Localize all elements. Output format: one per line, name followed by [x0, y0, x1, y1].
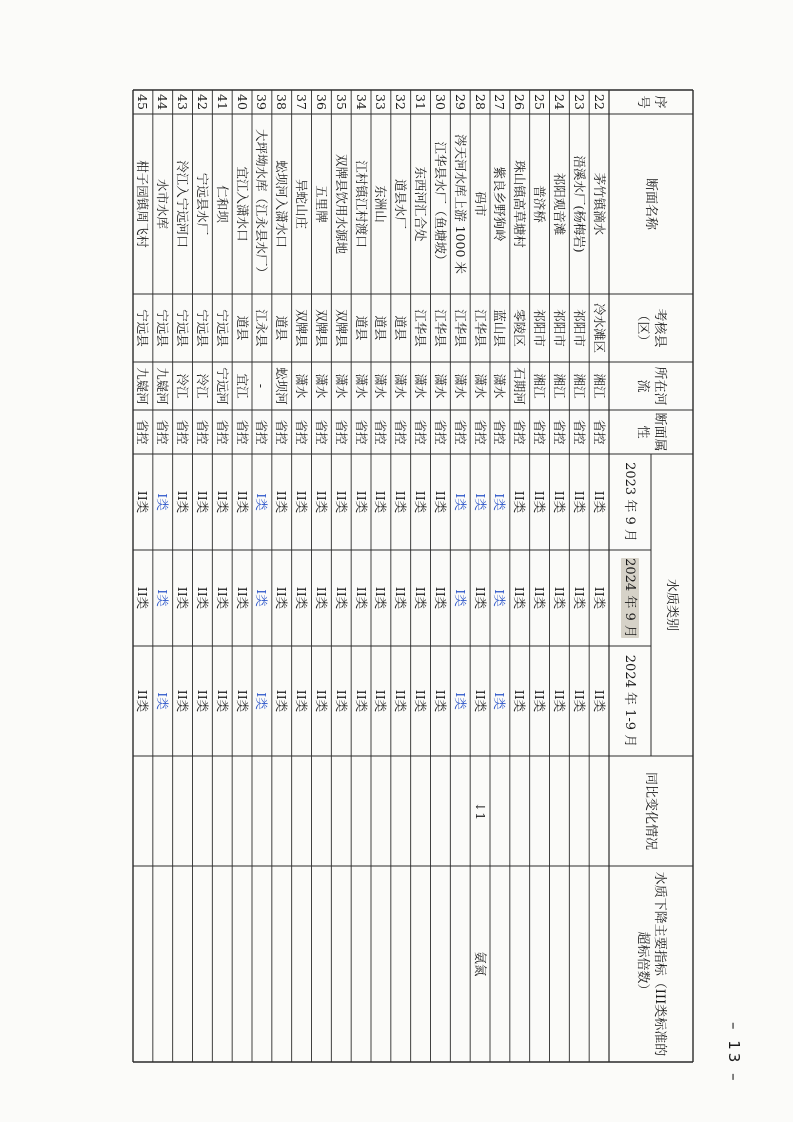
quality-2024-09: II类	[353, 586, 369, 610]
trend-cell	[331, 756, 351, 866]
header-2023-09: 2023 年 9 月	[622, 462, 638, 542]
trend-cell	[510, 756, 530, 866]
row-seq: 22	[591, 94, 607, 110]
indicator-cell	[569, 866, 589, 1062]
station-name: 祁阳观音滩	[551, 172, 567, 236]
station-name: 道县水厂	[393, 178, 409, 229]
quality-2024-1-9: II类	[353, 689, 369, 713]
row-seq: 44	[155, 94, 171, 110]
quality-2024-1-9: II类	[472, 689, 488, 713]
quality-2023-09: I类	[155, 493, 171, 511]
quality-2023-09: II类	[135, 490, 151, 514]
indicator-cell	[193, 866, 213, 1062]
quality-2024-1-9: II类	[393, 689, 409, 713]
row-seq: 45	[135, 94, 151, 110]
trend-cell	[530, 756, 550, 866]
row-seq: 28	[472, 94, 488, 110]
river-cell: 石期河	[512, 367, 528, 405]
trend-cell	[411, 756, 431, 866]
indicator-cell	[450, 866, 470, 1062]
trend-cell	[371, 756, 391, 866]
header-2024-1-9: 2024 年 1-9 月	[622, 654, 638, 748]
county-cell: 道县	[234, 315, 250, 341]
header-river: 所在河流	[635, 366, 667, 406]
trend-cell	[312, 756, 332, 866]
county-cell: 道县	[274, 315, 290, 341]
attr-cell: 省控	[234, 419, 250, 445]
attr-cell: 省控	[214, 419, 230, 445]
quality-2024-09: II类	[512, 586, 528, 610]
quality-2024-09: II类	[432, 586, 448, 610]
quality-2023-09: II类	[333, 490, 349, 514]
station-name: 仁和坝	[214, 185, 230, 223]
quality-2023-09: II类	[373, 490, 389, 514]
row-seq: 29	[452, 94, 468, 110]
river-cell: 湘江	[571, 373, 587, 399]
quality-2024-1-9: II类	[432, 689, 448, 713]
quality-2024-09: II类	[175, 586, 191, 610]
quality-2024-1-9: II类	[194, 689, 210, 713]
quality-2024-1-9: II类	[234, 689, 250, 713]
row-seq: 36	[313, 94, 329, 110]
county-cell: 宁远县	[155, 309, 171, 347]
quality-2023-09: II类	[214, 490, 230, 514]
quality-2024-1-9: II类	[551, 689, 567, 713]
quality-2024-09: II类	[393, 586, 409, 610]
quality-2023-09: II类	[234, 490, 250, 514]
quality-2024-1-9: II类	[294, 689, 310, 713]
indicator-cell	[173, 866, 193, 1062]
quality-2023-09: I类	[472, 493, 488, 511]
station-name: 东洲山	[373, 185, 389, 223]
row-seq: 33	[373, 94, 389, 110]
quality-2024-1-9: II类	[532, 689, 548, 713]
trend-cell	[153, 756, 173, 866]
quality-2023-09: II类	[175, 490, 191, 514]
county-cell: 双牌县	[313, 309, 329, 347]
quality-2024-09: II类	[294, 586, 310, 610]
header-indicators: 水质下降主要指标（III类标准的超标倍数）	[635, 871, 667, 1057]
quality-2024-1-9: I类	[155, 692, 171, 710]
indicator-cell	[133, 866, 153, 1062]
indicator-cell	[391, 866, 411, 1062]
attr-cell: 省控	[155, 419, 171, 445]
row-seq: 43	[175, 94, 191, 110]
row-seq: 40	[234, 94, 250, 110]
quality-2023-09: I类	[452, 493, 468, 511]
river-cell: 潇水	[432, 373, 448, 399]
row-seq: 24	[551, 94, 567, 110]
indicator-cell	[232, 866, 252, 1062]
trend-cell	[193, 756, 213, 866]
quality-2024-09: II类	[333, 586, 349, 610]
station-name: 东西河汇合处	[413, 166, 429, 242]
attr-cell: 省控	[532, 419, 548, 445]
river-cell: 潇水	[353, 373, 369, 399]
county-cell: 零陵区	[512, 309, 528, 347]
station-name: 水市水库	[155, 178, 171, 229]
row-seq: 41	[214, 94, 230, 110]
indicator-cell	[411, 866, 431, 1062]
row-seq: 32	[393, 94, 409, 110]
row-seq: 23	[571, 94, 587, 110]
quality-2024-09: I类	[492, 589, 508, 607]
quality-2024-09: II类	[413, 586, 429, 610]
attr-cell: 省控	[432, 419, 448, 445]
attr-cell: 省控	[313, 419, 329, 445]
quality-2024-1-9: II类	[313, 689, 329, 713]
river-cell: 九嶷河	[135, 367, 151, 405]
row-seq: 25	[532, 94, 548, 110]
river-cell: 潇水	[472, 373, 488, 399]
station-name: 紫良乡野狗岭	[492, 166, 508, 242]
river-cell: 潇水	[492, 373, 508, 399]
row-seq: 35	[333, 94, 349, 110]
river-cell: -	[254, 383, 270, 389]
county-cell: 宁远县	[135, 309, 151, 347]
row-seq: 31	[413, 94, 429, 110]
trend-cell	[431, 756, 451, 866]
river-cell: 潇水	[313, 373, 329, 399]
trend-cell	[450, 756, 470, 866]
trend-cell	[550, 756, 570, 866]
county-cell: 蓝山县	[492, 309, 508, 347]
station-name: 大坪坳水库（江永县水厂）	[254, 128, 270, 279]
quality-2024-09: II类	[373, 586, 389, 610]
river-cell: 潇水	[373, 373, 389, 399]
station-name: 普济桥	[532, 185, 548, 223]
station-name: 江华县水厂（鱼塘坡）	[432, 141, 448, 267]
row-seq: 34	[353, 94, 369, 110]
quality-2023-09: II类	[294, 490, 310, 514]
quality-2024-09: II类	[313, 586, 329, 610]
row-seq: 42	[194, 94, 210, 110]
page-number: – 13 –	[725, 1022, 743, 1084]
river-cell: 潇水	[413, 373, 429, 399]
indicator-cell	[351, 866, 371, 1062]
indicator-cell	[312, 866, 332, 1062]
river-cell: 泠江	[175, 373, 191, 399]
station-name: 异蛇山庄	[294, 178, 310, 229]
trend-cell	[351, 756, 371, 866]
attr-cell: 省控	[135, 419, 151, 445]
indicator-cell	[510, 866, 530, 1062]
row-seq: 30	[432, 94, 448, 110]
header-attr: 断面属性	[635, 412, 667, 452]
quality-2024-09: II类	[591, 586, 607, 610]
county-cell: 宁远县	[194, 309, 210, 347]
station-name: 码市	[472, 191, 488, 217]
county-cell: 道县	[353, 315, 369, 341]
quality-2024-09: II类	[551, 586, 567, 610]
attr-cell: 省控	[373, 419, 389, 445]
header-name: 断面名称	[643, 177, 659, 230]
river-cell: 九嶷河	[155, 367, 171, 405]
county-cell: 祁阳市	[551, 309, 567, 347]
quality-2024-1-9: I类	[492, 692, 508, 710]
quality-2024-09: II类	[234, 586, 250, 610]
station-name: 蚣坝河入潇水口	[274, 160, 290, 248]
header-2024-09: 2024 年 9 月	[622, 558, 638, 638]
attr-cell: 省控	[472, 419, 488, 445]
station-name: 柑子园镇周飞村	[135, 160, 151, 248]
quality-2024-1-9: I类	[254, 692, 270, 710]
attr-cell: 省控	[254, 419, 270, 445]
indicator-cell	[272, 866, 292, 1062]
indicator-cell	[589, 866, 609, 1062]
indicator-cell	[153, 866, 173, 1062]
trend-cell	[212, 756, 232, 866]
quality-2024-1-9: II类	[214, 689, 230, 713]
county-cell: 道县	[373, 315, 389, 341]
station-name: 浯溪水厂(杨梅岩)	[571, 155, 587, 253]
quality-2024-09: II类	[135, 586, 151, 610]
indicator-cell	[490, 866, 510, 1062]
station-name: 江村镇江村渡口	[353, 160, 369, 248]
header-seq: 序号	[635, 95, 667, 109]
station-name: 泠江入宁远河口	[175, 160, 191, 248]
attr-cell: 省控	[452, 419, 468, 445]
station-name: 珠山镇高草塘村	[512, 160, 528, 248]
quality-2023-09: II类	[413, 490, 429, 514]
row-seq: 38	[274, 94, 290, 110]
trend-cell	[252, 756, 272, 866]
row-seq: 37	[294, 94, 310, 110]
attr-cell: 省控	[194, 419, 210, 445]
attr-cell: 省控	[175, 419, 191, 445]
attr-cell: 省控	[393, 419, 409, 445]
quality-2024-1-9: II类	[512, 689, 528, 713]
quality-2023-09: II类	[551, 490, 567, 514]
indicator-cell	[252, 866, 272, 1062]
attr-cell: 省控	[551, 419, 567, 445]
river-cell: 潇水	[393, 373, 409, 399]
quality-2023-09: II类	[393, 490, 409, 514]
indicator-cell	[331, 866, 351, 1062]
quality-2024-1-9: I类	[452, 692, 468, 710]
station-name: 宜江入潇水口	[234, 166, 250, 242]
quality-2024-09: I类	[254, 589, 270, 607]
river-cell: 湘江	[591, 373, 607, 399]
river-cell: 蚣坝河	[274, 367, 290, 405]
county-cell: 江华县	[452, 309, 468, 347]
quality-2024-1-9: II类	[333, 689, 349, 713]
river-cell: 宁远河	[214, 367, 230, 405]
header-quality: 水质类别	[664, 578, 680, 631]
trend-cell	[133, 756, 153, 866]
indicator-cell	[550, 866, 570, 1062]
quality-2024-09: II类	[214, 586, 230, 610]
trend-cell	[173, 756, 193, 866]
quality-2023-09: II类	[432, 490, 448, 514]
river-cell: 潇水	[294, 373, 310, 399]
station-name: 涔天河水库上游 1000 米	[452, 134, 468, 274]
county-cell: 江华县	[472, 309, 488, 347]
trend-cell	[292, 756, 312, 866]
quality-2024-09: II类	[194, 586, 210, 610]
county-cell: 江华县	[413, 309, 429, 347]
attr-cell: 省控	[274, 419, 290, 445]
county-cell: 宁远县	[214, 309, 230, 347]
quality-2023-09: II类	[353, 490, 369, 514]
indicator-cell	[371, 866, 391, 1062]
attr-cell: 省控	[294, 419, 310, 445]
river-cell: 湘江	[551, 373, 567, 399]
quality-2024-1-9: II类	[135, 689, 151, 713]
indicator-cell	[212, 866, 232, 1062]
quality-2023-09: II类	[571, 490, 587, 514]
quality-2024-1-9: II类	[571, 689, 587, 713]
river-cell: 宜江	[234, 373, 250, 399]
river-cell: 泠江	[194, 373, 210, 399]
quality-2023-09: II类	[532, 490, 548, 514]
trend-cell: ↓1	[472, 801, 488, 821]
quality-2024-1-9: II类	[274, 689, 290, 713]
station-name: 五里牌	[313, 185, 329, 223]
station-name: 茅竹镇滴水	[591, 172, 607, 236]
quality-2024-1-9: II类	[175, 689, 191, 713]
trend-cell	[569, 756, 589, 866]
row-seq: 27	[492, 94, 508, 110]
county-cell: 道县	[393, 315, 409, 341]
quality-2023-09: II类	[512, 490, 528, 514]
quality-2024-1-9: II类	[591, 689, 607, 713]
quality-2023-09: I类	[254, 493, 270, 511]
quality-2024-09: I类	[452, 589, 468, 607]
county-cell: 江永县	[254, 309, 270, 347]
station-name: 双牌县饮用水源地	[333, 153, 349, 254]
indicator-cell	[292, 866, 312, 1062]
attr-cell: 省控	[492, 419, 508, 445]
header-trend: 同比变化情况	[643, 771, 659, 850]
trend-cell	[272, 756, 292, 866]
header-county: 考核县（区）	[635, 308, 667, 348]
county-cell: 祁阳市	[532, 309, 548, 347]
quality-2024-09: II类	[532, 586, 548, 610]
attr-cell: 省控	[353, 419, 369, 445]
station-name: 宁远县水厂	[194, 172, 210, 236]
indicator-cell	[431, 866, 451, 1062]
quality-2024-09: II类	[274, 586, 290, 610]
trend-cell	[232, 756, 252, 866]
attr-cell: 省控	[512, 419, 528, 445]
trend-cell	[391, 756, 411, 866]
county-cell: 宁远县	[175, 309, 191, 347]
county-cell: 冷水滩区	[591, 302, 607, 353]
river-cell: 潇水	[333, 373, 349, 399]
attr-cell: 省控	[571, 419, 587, 445]
trend-cell	[589, 756, 609, 866]
quality-2023-09: II类	[591, 490, 607, 514]
water-quality-table	[133, 90, 693, 1062]
quality-2023-09: II类	[274, 490, 290, 514]
attr-cell: 省控	[413, 419, 429, 445]
quality-2024-09: I类	[155, 589, 171, 607]
quality-2024-1-9: II类	[373, 689, 389, 713]
indicator-cell: 氨氮	[472, 951, 488, 977]
river-cell: 湘江	[532, 373, 548, 399]
row-seq: 39	[254, 94, 270, 110]
attr-cell: 省控	[591, 419, 607, 445]
quality-2024-1-9: II类	[413, 689, 429, 713]
quality-2024-09: II类	[571, 586, 587, 610]
trend-cell	[490, 756, 510, 866]
county-cell: 江华县	[432, 309, 448, 347]
county-cell: 双牌县	[294, 309, 310, 347]
quality-2023-09: I类	[492, 493, 508, 511]
indicator-cell	[530, 866, 550, 1062]
river-cell: 潇水	[452, 373, 468, 399]
attr-cell: 省控	[333, 419, 349, 445]
quality-2024-09: II类	[472, 586, 488, 610]
county-cell: 双牌县	[333, 309, 349, 347]
quality-2023-09: II类	[313, 490, 329, 514]
quality-2023-09: II类	[194, 490, 210, 514]
county-cell: 祁阳市	[571, 309, 587, 347]
row-seq: 26	[512, 94, 528, 110]
